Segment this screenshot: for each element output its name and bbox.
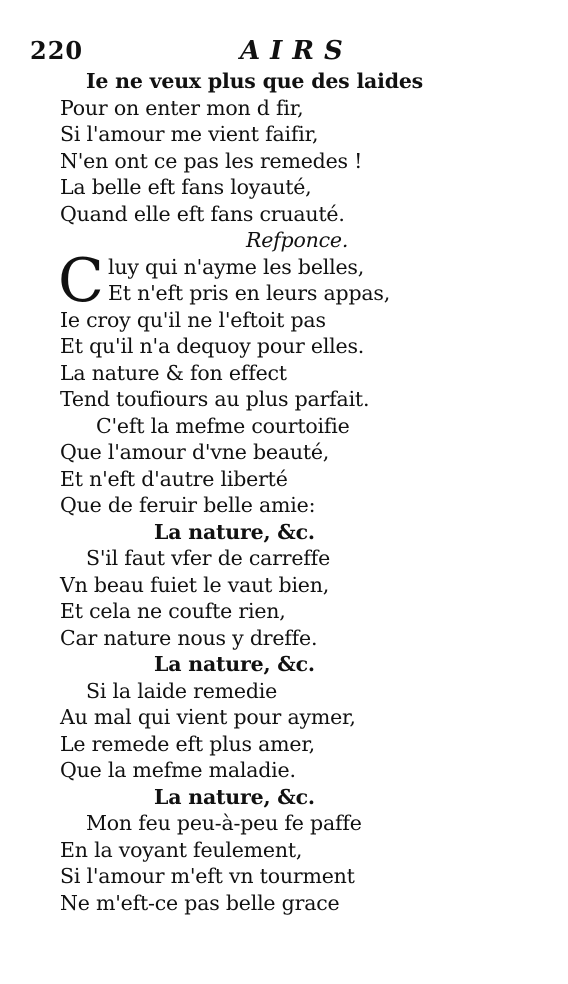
refrain-line: La nature, &c. <box>154 652 315 676</box>
poem-text <box>60 68 490 916</box>
page-number: 220 <box>30 36 84 65</box>
verse-line: Que l'amour d'vne beauté, <box>60 440 330 464</box>
verse-line: Et cela ne coufte rien, <box>60 599 286 623</box>
verse-line: Vn beau fuiet le vaut bien, <box>60 572 330 597</box>
drop-capital: C <box>58 245 104 316</box>
verse-line: Quand elle eft fans cruauté. <box>60 201 345 226</box>
running-head: AIRS <box>240 36 353 66</box>
verse-line: Ie croy qu'il ne l'eftoit pas <box>60 307 326 332</box>
verse-line: Mon feu peu-à-peu fe paffe <box>86 811 362 835</box>
section-title: Refponce. <box>246 228 349 252</box>
verse-line: Ie ne veux plus que des laides <box>86 69 424 93</box>
verse-line: Et n'eft d'autre liberté <box>60 466 288 491</box>
verse-line: Et n'eft pris en leurs appas, <box>108 281 391 305</box>
verse-line: Ne m'eft-ce pas belle grace <box>60 890 340 915</box>
verse-line: Le remede eft plus amer, <box>60 731 315 756</box>
verse-line: Tend toufiours au plus parfait. <box>60 387 370 411</box>
refrain-line: La nature, &c. <box>154 519 315 544</box>
verse-line: C'eft la mefme courtoifie <box>96 413 350 438</box>
verse-line: Car nature nous y dreffe. <box>60 625 318 650</box>
refrain-line: La nature, &c. <box>154 784 315 809</box>
verse-line: S'il faut vfer de carreffe <box>86 546 331 570</box>
verse-line: Au mal qui vient pour aymer, <box>60 705 356 729</box>
verse-line: N'en ont ce pas les remedes ! <box>60 148 363 173</box>
verse-line: Pour on enter mon d fir, <box>60 95 304 120</box>
verse-line: Que la mefme maladie. <box>60 758 296 782</box>
verse-line: Et qu'il n'a dequoy pour elles. <box>60 334 365 358</box>
verse-line: La belle eft fans loyauté, <box>60 175 312 199</box>
verse-line: Si la laide remedie <box>86 678 278 703</box>
page-header <box>30 36 370 70</box>
verse-line: Si l'amour m'eft vn tourment <box>60 864 355 888</box>
verse-line: luy qui n'ayme les belles, <box>108 254 365 279</box>
verse-line: En la voyant feulement, <box>60 837 303 862</box>
verse-line: Si l'amour me vient faifir, <box>60 122 319 146</box>
verse-line: La nature & fon effect <box>60 360 287 385</box>
verse-line: Que de feruir belle amie: <box>60 493 316 517</box>
